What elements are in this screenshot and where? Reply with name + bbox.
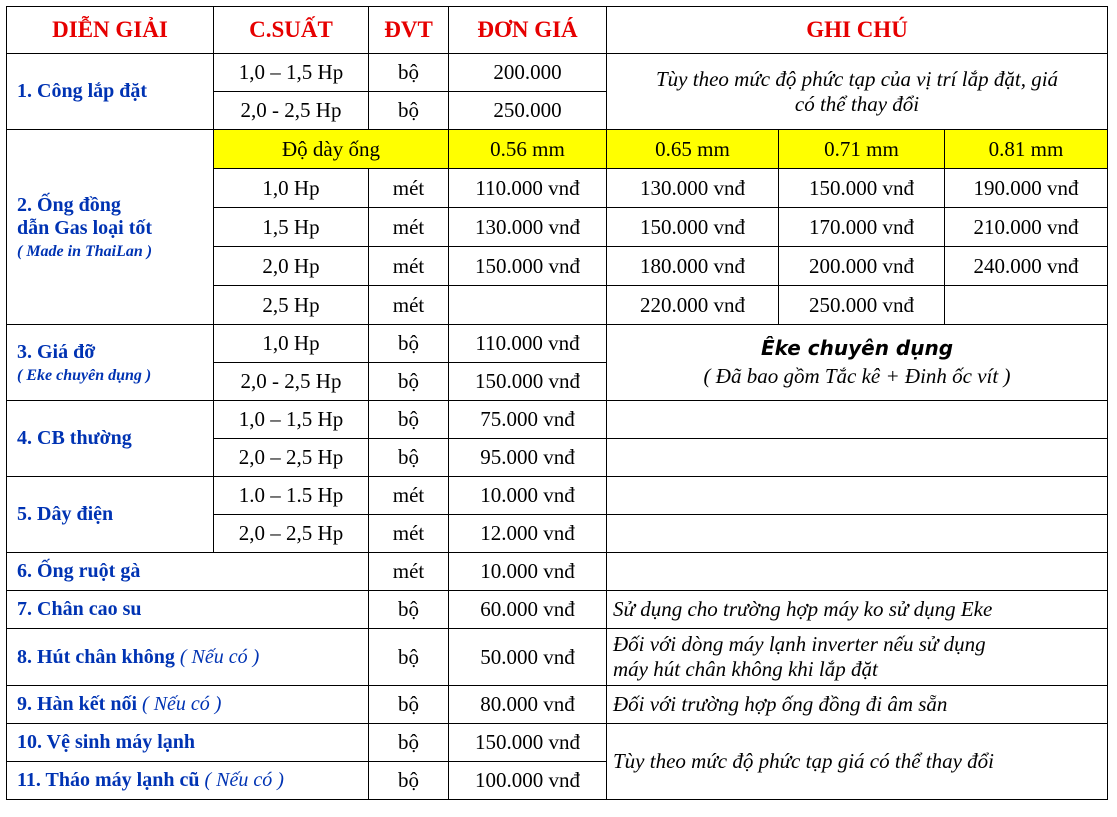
note-han-ket-noi: Đối với trường hợp ống đồng đi âm sẵn xyxy=(607,686,1108,724)
price-cell: 170.000 vnđ xyxy=(779,208,945,247)
unit-cell: bộ xyxy=(369,92,449,130)
price-cell: 180.000 vnđ xyxy=(607,247,779,286)
table-row xyxy=(7,477,1108,515)
price-cell: 200.000 xyxy=(449,54,607,92)
note-empty xyxy=(607,439,1108,477)
capacity-cell: 2,0 - 2,5 Hp xyxy=(214,363,369,401)
label-han-ket-noi xyxy=(7,686,369,724)
label-cong-lap-dat: 1. Công lắp đặt xyxy=(7,54,214,130)
table-row xyxy=(7,629,1108,686)
price-cell: 150.000 vnđ xyxy=(779,169,945,208)
unit-cell: bộ xyxy=(369,401,449,439)
price-cell: 250.000 xyxy=(449,92,607,130)
note-cong-lap-dat xyxy=(607,54,1108,130)
label-line: dẫn Gas loại tốt xyxy=(17,216,153,239)
unit-cell: mét xyxy=(369,553,449,591)
price-cell: 60.000 vnđ xyxy=(449,591,607,629)
unit-cell: mét xyxy=(369,169,449,208)
label-hut-chan-khong xyxy=(7,629,369,686)
unit-cell: bộ xyxy=(369,363,449,401)
thickness-cell: 0.81 mm xyxy=(945,130,1108,169)
price-cell: 130.000 vnđ xyxy=(607,169,779,208)
unit-cell: bộ xyxy=(369,325,449,363)
price-cell: 240.000 vnđ xyxy=(945,247,1108,286)
label-thao-may xyxy=(7,762,369,800)
price-cell: 110.000 vnđ xyxy=(449,169,607,208)
label-chan-cao-su: 7. Chân cao su xyxy=(7,591,369,629)
label-optional: ( Nếu có ) xyxy=(204,769,284,791)
thickness-label: Độ dày ống xyxy=(214,130,449,169)
capacity-cell: 2,0 – 2,5 Hp xyxy=(214,439,369,477)
price-cell: 150.000 vnđ xyxy=(449,247,607,286)
table-row xyxy=(7,686,1108,724)
unit-cell: bộ xyxy=(369,686,449,724)
price-cell: 95.000 vnđ xyxy=(449,439,607,477)
table-row xyxy=(7,591,1108,629)
price-cell: 210.000 vnđ xyxy=(945,208,1108,247)
price-cell: 200.000 vnđ xyxy=(779,247,945,286)
price-cell: 50.000 vnđ xyxy=(449,629,607,686)
label-optional: ( Nếu có ) xyxy=(142,693,222,715)
unit-cell: bộ xyxy=(369,724,449,762)
header-cong-suat: C.SUẤT xyxy=(214,7,369,54)
price-cell: 75.000 vnđ xyxy=(449,401,607,439)
note-hut-chan-khong xyxy=(607,629,1108,686)
table-row xyxy=(7,325,1108,363)
label-ong-dong xyxy=(7,130,214,325)
note-empty xyxy=(607,553,1108,591)
label-line: 3. Giá đỡ xyxy=(17,340,96,363)
note-empty xyxy=(607,401,1108,439)
price-cell: 150.000 vnđ xyxy=(607,208,779,247)
price-cell: 150.000 vnđ xyxy=(449,724,607,762)
capacity-cell: 2,0 - 2,5 Hp xyxy=(214,92,369,130)
thickness-cell: 0.71 mm xyxy=(779,130,945,169)
capacity-cell: 1,5 Hp xyxy=(214,208,369,247)
label-ong-ruot-ga: 6. Ống ruột gà xyxy=(7,553,369,591)
unit-cell: bộ xyxy=(369,439,449,477)
thickness-row xyxy=(7,130,1108,169)
note-line: Đối với dòng máy lạnh inverter nếu sử dụng xyxy=(613,632,986,656)
capacity-cell: 1,0 – 1,5 Hp xyxy=(214,401,369,439)
price-cell: 130.000 vnđ xyxy=(449,208,607,247)
thickness-cell: 0.56 mm xyxy=(449,130,607,169)
header-dien-giai: DIỄN GIẢI xyxy=(7,7,214,54)
note-desc: ( Đã bao gồm Tắc kê + Đinh ốc vít ) xyxy=(703,364,1011,388)
header-ghi-chu: GHI CHÚ xyxy=(607,7,1108,54)
capacity-cell: 2,5 Hp xyxy=(214,286,369,325)
unit-cell: bộ xyxy=(369,762,449,800)
price-cell xyxy=(945,286,1108,325)
label-cb-thuong: 4. CB thường xyxy=(7,401,214,477)
unit-cell: mét xyxy=(369,247,449,286)
label-gia-do xyxy=(7,325,214,401)
label-day-dien: 5. Dây điện xyxy=(7,477,214,553)
label-line: 2. Ống đồng xyxy=(17,193,121,216)
note-ve-sinh-thao-may: Tùy theo mức độ phức tạp giá có thể thay đổi xyxy=(607,724,1108,800)
label-sub: ( Eke chuyên dụng ) xyxy=(17,366,152,384)
unit-cell: mét xyxy=(369,515,449,553)
note-chan-cao-su: Sử dụng cho trường hợp máy ko sử dụng Eke xyxy=(607,591,1108,629)
unit-cell: mét xyxy=(369,477,449,515)
price-cell: 100.000 vnđ xyxy=(449,762,607,800)
table-row xyxy=(7,553,1108,591)
price-cell: 12.000 vnđ xyxy=(449,515,607,553)
price-cell: 10.000 vnđ xyxy=(449,477,607,515)
label-text: 9. Hàn kết nối xyxy=(17,693,138,715)
unit-cell: mét xyxy=(369,208,449,247)
price-cell: 250.000 vnđ xyxy=(779,286,945,325)
note-empty xyxy=(607,515,1108,553)
unit-cell: bộ xyxy=(369,591,449,629)
table-row xyxy=(7,724,1108,762)
header-dvt: ĐVT xyxy=(369,7,449,54)
thickness-cell: 0.65 mm xyxy=(607,130,779,169)
label-ve-sinh: 10. Vệ sinh máy lạnh xyxy=(7,724,369,762)
note-title: Êke chuyên dụng xyxy=(761,336,954,360)
capacity-cell: 1,0 – 1,5 Hp xyxy=(214,54,369,92)
price-cell: 150.000 vnđ xyxy=(449,363,607,401)
price-table xyxy=(6,6,1108,800)
table-row xyxy=(7,54,1108,92)
price-cell xyxy=(449,286,607,325)
header-don-gia: ĐƠN GIÁ xyxy=(449,7,607,54)
price-cell: 220.000 vnđ xyxy=(607,286,779,325)
capacity-cell: 2,0 Hp xyxy=(214,247,369,286)
price-cell: 80.000 vnđ xyxy=(449,686,607,724)
note-line: máy hút chân không khi lắp đặt xyxy=(613,657,878,681)
unit-cell: bộ xyxy=(369,629,449,686)
price-cell: 190.000 vnđ xyxy=(945,169,1108,208)
label-text: 8. Hút chân không xyxy=(17,645,175,668)
capacity-cell: 1.0 – 1.5 Hp xyxy=(214,477,369,515)
unit-cell: mét xyxy=(369,286,449,325)
price-cell: 110.000 vnđ xyxy=(449,325,607,363)
label-sub: ( Made in ThaiLan ) xyxy=(17,242,153,260)
price-cell: 10.000 vnđ xyxy=(449,553,607,591)
note-empty xyxy=(607,477,1108,515)
unit-cell: bộ xyxy=(369,54,449,92)
note-line: Tùy theo mức độ phức tạp của vị trí lắp đặt, giá xyxy=(656,66,1059,91)
note-line: có thể thay đổi xyxy=(794,91,920,116)
note-eke xyxy=(607,325,1108,401)
capacity-cell: 2,0 – 2,5 Hp xyxy=(214,515,369,553)
label-text: 11. Tháo máy lạnh cũ xyxy=(17,769,200,791)
capacity-cell: 1,0 Hp xyxy=(214,169,369,208)
table-row xyxy=(7,401,1108,439)
capacity-cell: 1,0 Hp xyxy=(214,325,369,363)
header-row xyxy=(7,7,1108,54)
label-optional: ( Nếu có ) xyxy=(179,645,260,668)
